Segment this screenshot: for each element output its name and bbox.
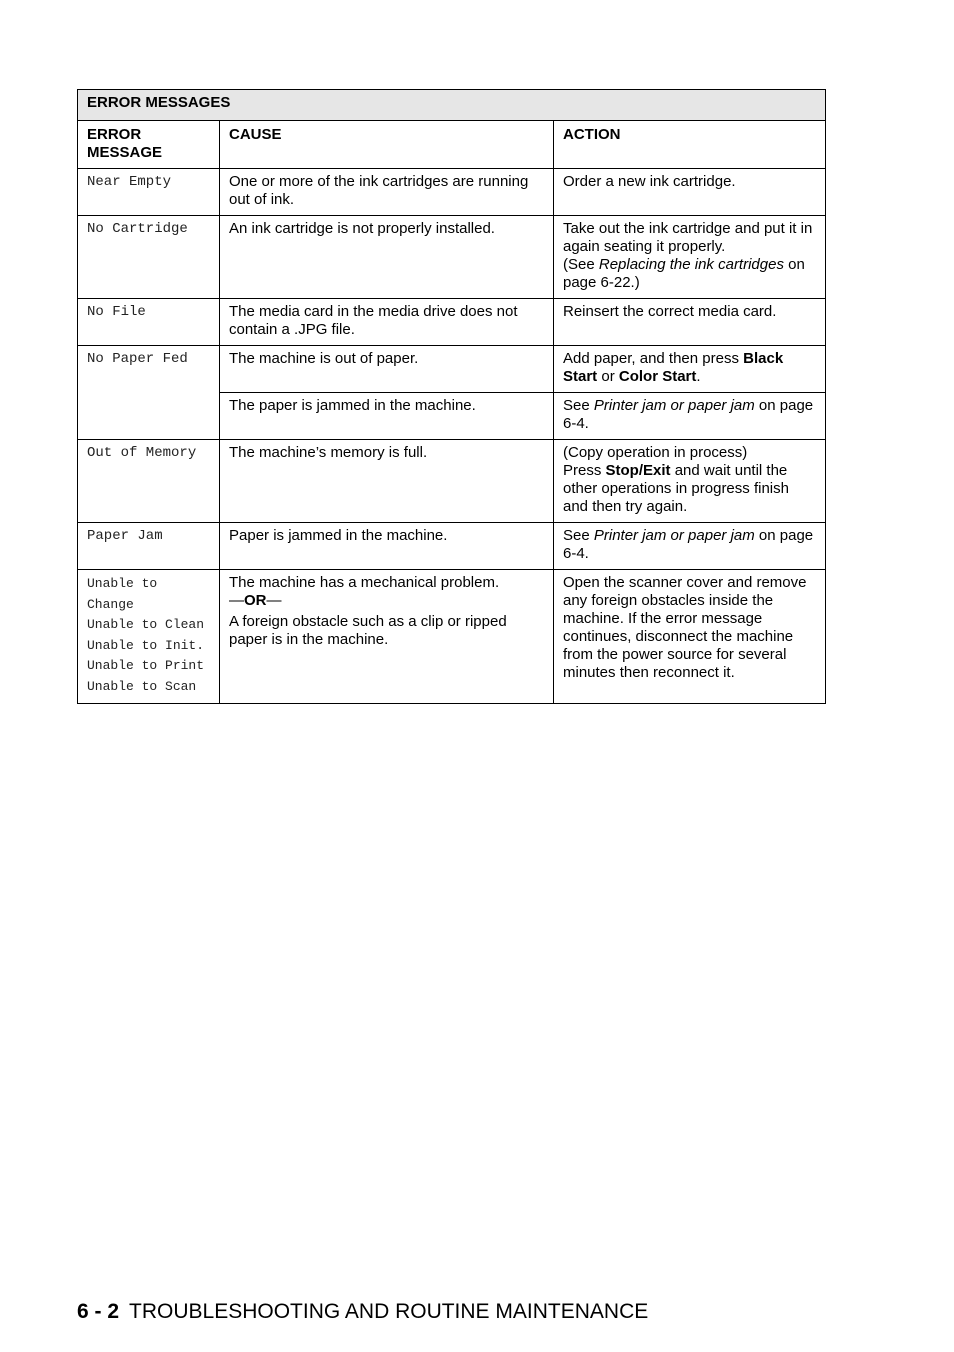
action-text: on page 6-22.) (563, 256, 805, 291)
error-code: Paper Jam (78, 523, 220, 570)
error-code: Unable to Init. (87, 637, 205, 653)
table-row (78, 523, 826, 570)
cross-reference: Printer jam or paper jam (593, 397, 755, 414)
action-text: or (597, 368, 619, 385)
action-cell (554, 523, 826, 570)
table-header-row (78, 121, 826, 169)
cause-text: A foreign obstacle such as a clip or ripped paper is in the machine. (229, 613, 507, 648)
table-row (78, 169, 826, 216)
header-cause: CAUSE (220, 121, 554, 169)
error-code-list (78, 570, 220, 704)
cause-cell: The media card in the media drive does not contain a .JPG file. (220, 299, 554, 346)
table-row (78, 570, 826, 704)
cause-cell: The machine is out of paper. (220, 346, 554, 393)
cause-cell (220, 570, 554, 704)
chapter-title: TROUBLESHOOTING AND ROUTINE MAINTENANCE (129, 1300, 649, 1323)
table-title: ERROR MESSAGES (78, 90, 826, 121)
error-code: No File (78, 299, 220, 346)
error-code: Unable to Change (87, 576, 158, 612)
cause-cell: One or more of the ink cartridges are running out of ink. (220, 169, 554, 216)
error-code: Out of Memory (78, 440, 220, 523)
header-action: ACTION (554, 121, 826, 169)
cause-cell: The machine’s memory is full. (220, 440, 554, 523)
action-text: (See (563, 256, 599, 273)
action-text: Press (563, 462, 606, 479)
error-code: Near Empty (78, 169, 220, 216)
action-cell (554, 393, 826, 440)
action-text: See (563, 397, 594, 414)
table-row (78, 299, 826, 346)
action-cell: Reinsert the correct media card. (554, 299, 826, 346)
key-name: Stop/Exit (605, 462, 671, 479)
action-cell (554, 440, 826, 523)
action-text: Add paper, and then press (563, 350, 744, 367)
action-cell: Open the scanner cover and remove any foreign obstacles inside the machine. If the error message continues, disconnect the machine from the power source for several minutes then reconnect it. (554, 570, 826, 704)
action-text: Take out the ink cartridge and put it in again seating it properly. (563, 220, 813, 255)
action-text: on page 6-4. (563, 527, 814, 562)
action-cell: Order a new ink cartridge. (554, 169, 826, 216)
error-code: Unable to Scan (87, 678, 197, 694)
cross-reference: Replacing the ink cartridges (598, 256, 784, 273)
cause-cell: The paper is jammed in the machine. (220, 393, 554, 440)
error-code: No Cartridge (78, 216, 220, 299)
header-error-message: ERROR MESSAGE (78, 121, 220, 169)
action-text: and wait until the other operations in progress finish and then try again. (563, 462, 789, 515)
key-name: Color Start (618, 368, 697, 385)
table-row (78, 440, 826, 523)
table-row (78, 216, 826, 299)
page-footer (77, 1300, 648, 1324)
error-code: Unable to Clean (87, 617, 205, 632)
error-code: No Paper Fed (78, 346, 220, 440)
error-messages-table (77, 89, 826, 704)
cause-cell: Paper is jammed in the machine. (220, 523, 554, 570)
cross-reference: Printer jam or paper jam (593, 527, 755, 544)
or-separator: —OR— (229, 592, 282, 609)
action-text: See (563, 527, 594, 544)
page-number: 6 - 2 (77, 1300, 120, 1323)
key-name: Black Start (563, 350, 784, 385)
action-text: on page 6-4. (563, 397, 814, 432)
cause-text: The machine has a mechanical problem. (229, 574, 500, 591)
cause-cell: An ink cartridge is not properly installed. (220, 216, 554, 299)
action-cell (554, 346, 826, 393)
action-cell (554, 216, 826, 299)
error-code: Unable to Print (87, 658, 205, 673)
action-text: . (696, 368, 701, 385)
action-text: (Copy operation in process) (563, 444, 748, 461)
table-row (78, 346, 826, 393)
